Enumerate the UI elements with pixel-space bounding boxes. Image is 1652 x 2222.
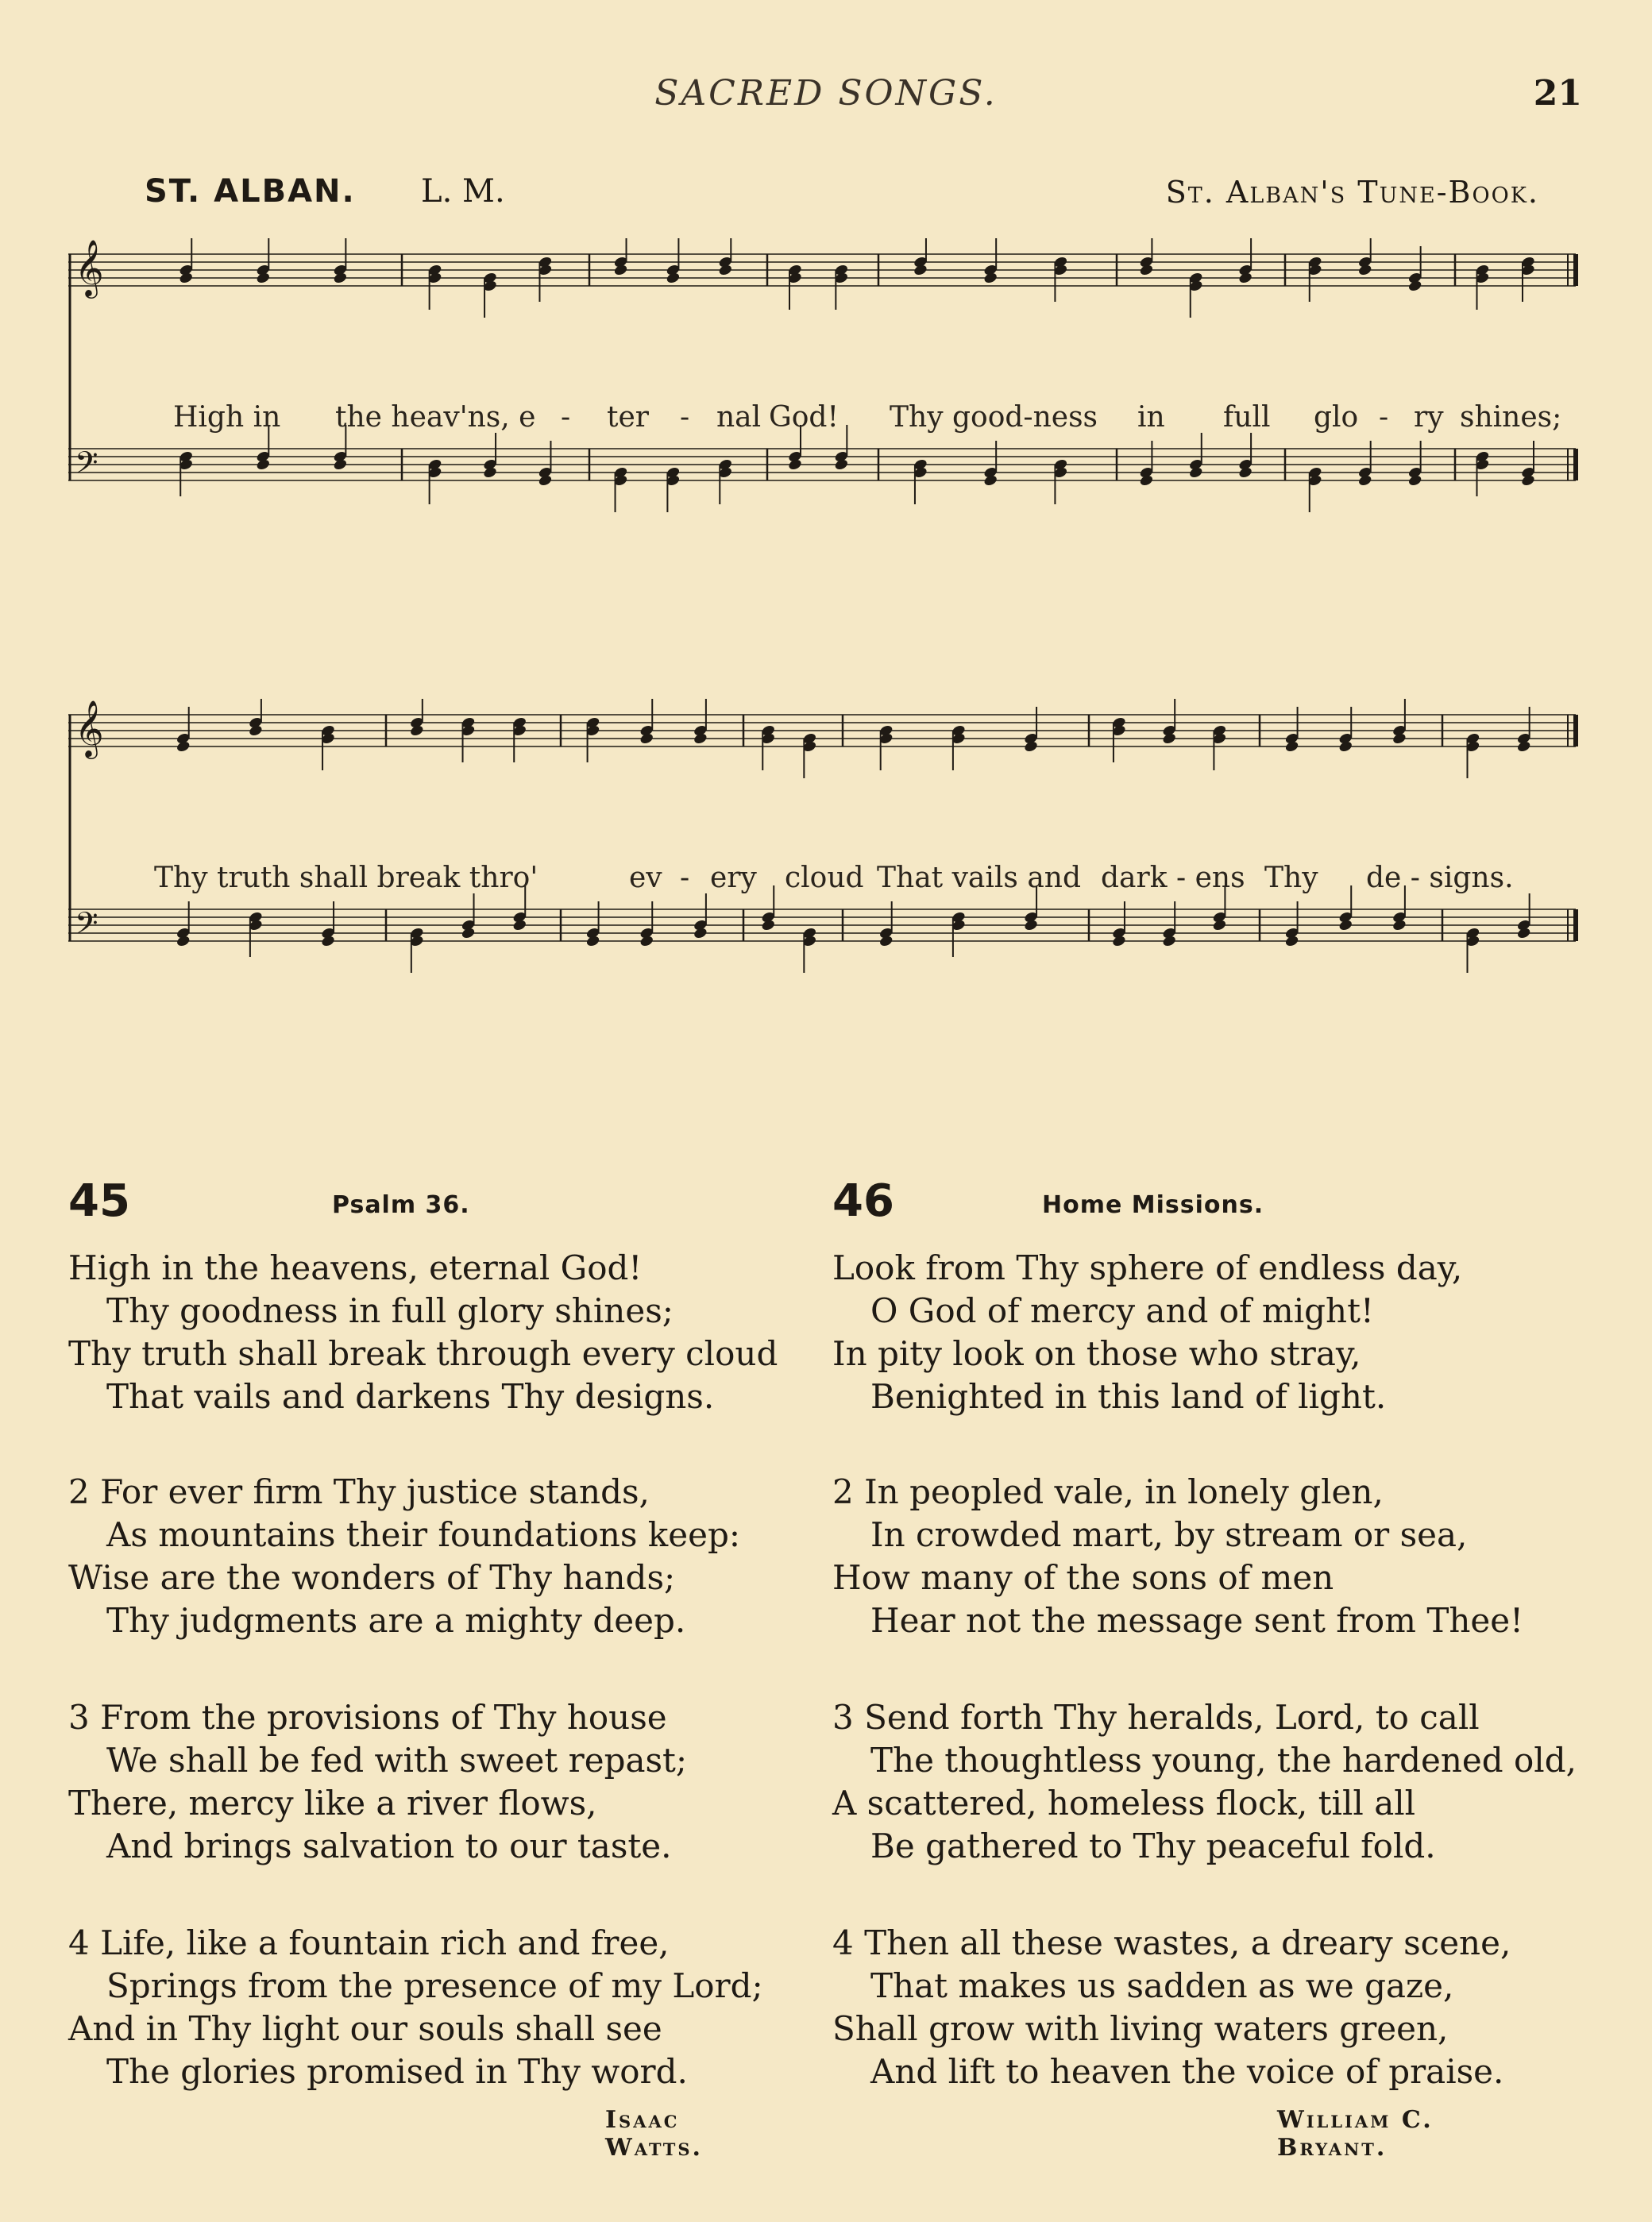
lyric-syllable: ry	[1414, 401, 1444, 434]
lyric-syllable: dark - ens	[1101, 862, 1245, 894]
lyric-syllable: glo	[1314, 401, 1359, 434]
lyric-syllable: ev	[629, 862, 662, 894]
lyric-syllable: shines;	[1460, 401, 1562, 434]
verse-line: Wise are the wonders of Thy hands;	[68, 1558, 676, 1597]
music-system-2	[68, 699, 1585, 1064]
lyric-syllable: -	[680, 862, 690, 894]
lyric-syllable: God!	[769, 401, 839, 434]
lyric-syllable: -	[1379, 401, 1389, 434]
treble-clef-icon: 𝄞	[75, 699, 104, 757]
stanza-3	[68, 1696, 815, 1868]
verse-line: Thy truth shall break through every cloud	[68, 1334, 778, 1373]
lyric-syllable: Thy truth shall break thro'	[154, 862, 538, 894]
tune-meter: L. M.	[421, 173, 505, 210]
verse-line: As mountains their foundations keep:	[106, 1515, 740, 1554]
hymn-author: Isaac Watts.	[605, 2106, 703, 2162]
lyric-syllable: That vails and	[877, 862, 1082, 894]
verse-line: And in Thy light our souls shall see	[68, 2009, 662, 2048]
verse-line: O God of mercy and of might!	[870, 1291, 1374, 1330]
verse-line: In pity look on those who stray,	[832, 1334, 1361, 1373]
lyric-syllable: the heav'ns, e	[335, 401, 536, 434]
verse-line: That makes us sadden as we gaze,	[870, 1966, 1454, 2005]
verse-line: There, mercy like a river flows,	[68, 1784, 597, 1823]
verse-line: A scattered, homeless flock, till all	[832, 1784, 1416, 1823]
stanza-4	[832, 1922, 1579, 2093]
hymn-subject: Home Missions.	[1042, 1191, 1264, 1219]
verse-line: Benighted in this land of light.	[870, 1377, 1387, 1416]
verse-line: Be gathered to Thy peaceful fold.	[870, 1827, 1436, 1865]
lyric-syllable: in	[1137, 401, 1165, 434]
tune-title: ST. ALBAN.	[145, 173, 356, 210]
verse-line: In crowded mart, by stream or sea,	[870, 1515, 1468, 1554]
hymn-45	[68, 1175, 783, 2162]
lyric-syllable: -	[561, 401, 571, 434]
verse-line: High in the heavens, eternal God!	[68, 1248, 643, 1287]
verse-line: 3 Send forth Thy heralds, Lord, to call	[832, 1698, 1480, 1737]
verse-line: Shall grow with living waters green,	[832, 2009, 1449, 2048]
lyric-syllable: nal	[716, 401, 762, 434]
lyric-syllable: ter	[607, 401, 649, 434]
verse-line: Thy judgments are a mighty deep.	[106, 1601, 686, 1640]
lyric-syllable: Thy	[1264, 862, 1318, 894]
verse-line: And brings salvation to our taste.	[106, 1827, 672, 1865]
stanza-1	[68, 1247, 815, 1418]
lyric-syllable: Thy good-ness	[890, 401, 1098, 434]
verse-line: 3 From the provisions of Thy house	[68, 1698, 667, 1737]
verse-line: 2 For ever firm Thy justice stands,	[68, 1472, 650, 1511]
verse-line: That vails and darkens Thy designs.	[106, 1377, 715, 1416]
verse-line: Springs from the presence of my Lord;	[106, 1966, 763, 2005]
tune-source: St. Alban's Tune-Book.	[1165, 175, 1539, 210]
stanza-4	[68, 1922, 815, 2093]
lyric-syllable: -	[680, 401, 690, 434]
bass-clef-icon: 𝄢	[75, 445, 98, 488]
verse-line: The thoughtless young, the hardened old,	[870, 1741, 1577, 1780]
verse-line: Look from Thy sphere of endless day,	[832, 1248, 1463, 1287]
hymn-46	[832, 1175, 1577, 2162]
stanza-2	[68, 1471, 815, 1642]
bass-clef-icon: 𝄢	[75, 905, 98, 948]
verse-line: 4 Then all these wastes, a dreary scene,	[832, 1923, 1511, 1962]
stanza-2	[832, 1471, 1579, 1642]
lyric-syllable: de - signs.	[1366, 862, 1514, 894]
running-head: SACRED SONGS.	[654, 73, 998, 114]
hymn-author: William C. Bryant.	[1277, 2106, 1434, 2162]
page-number: 21	[1533, 73, 1582, 114]
verse-line: Hear not the message sent from Thee!	[870, 1601, 1523, 1640]
hymn-number: 45	[68, 1175, 130, 1227]
verse-line: Thy goodness in full glory shines;	[106, 1291, 674, 1330]
verse-line: How many of the sons of men	[832, 1558, 1334, 1597]
lyric-syllable: ery	[710, 862, 757, 894]
hymn-number: 46	[832, 1175, 894, 1227]
treble-clef-icon: 𝄞	[75, 238, 104, 296]
stanza-3	[832, 1696, 1579, 1868]
lyric-syllable: High in	[173, 401, 281, 434]
lyric-syllable: cloud	[785, 862, 864, 894]
verse-line: 4 Life, like a fountain rich and free,	[68, 1923, 670, 1962]
music-system-1	[68, 238, 1585, 604]
stanza-1	[832, 1247, 1579, 1418]
lyric-syllable: full	[1223, 401, 1271, 434]
verse-line: 2 In peopled vale, in lonely glen,	[832, 1472, 1384, 1511]
verse-line: The glories promised in Thy word.	[106, 2052, 688, 2091]
verse-line: And lift to heaven the voice of praise.	[870, 2052, 1504, 2091]
verse-line: We shall be fed with sweet repast;	[106, 1741, 688, 1780]
hymn-subject: Psalm 36.	[332, 1191, 470, 1219]
